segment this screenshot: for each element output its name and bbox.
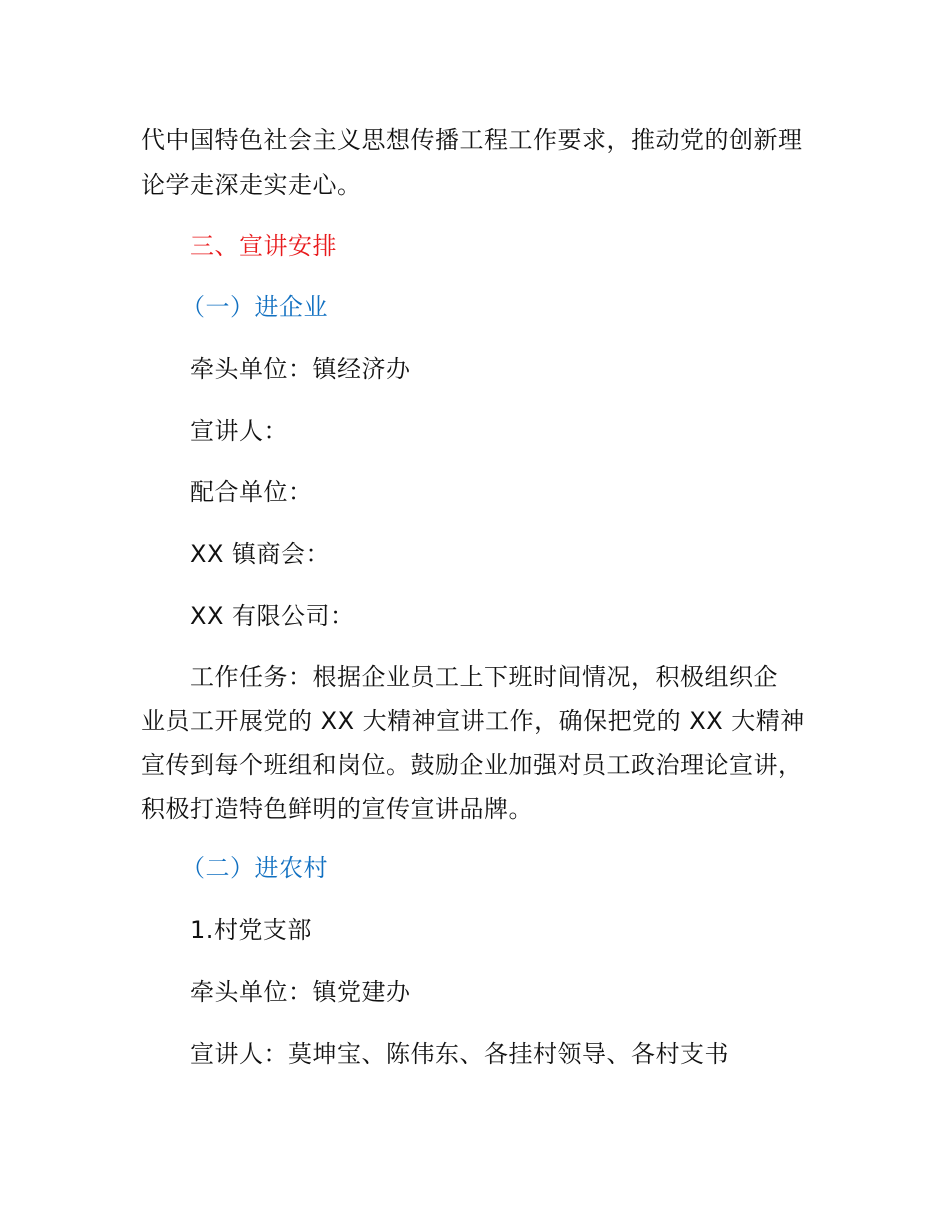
sub1-coop-unit: 配合单位：: [190, 478, 313, 506]
sub1-lead-unit: 牵头单位：镇经济办: [190, 355, 411, 383]
sub1-task-line-1: 工作任务：根据企业员工上下班时间情况，积极组织企: [190, 663, 778, 691]
section-3-heading: 三、宣讲安排: [190, 232, 337, 260]
intro-line-1: 代中国特色社会主义思想传播工程工作要求，推动党的创新理: [141, 126, 803, 154]
sub1-speaker: 宣讲人：: [190, 417, 288, 445]
subsection-1-heading: （一）进企业: [181, 293, 328, 321]
sub1-chamber-of-commerce: XX 镇商会：: [190, 540, 331, 568]
sub1-company: XX 有限公司：: [190, 602, 355, 630]
sub2-lead-unit: 牵头单位：镇党建办: [190, 978, 411, 1006]
sub1-task-line-4: 积极打造特色鲜明的宣传宣讲品牌。: [141, 795, 533, 823]
sub1-task-line-3: 宣传到每个班组和岗位。鼓励企业加强对员工政治理论宣讲，: [141, 751, 803, 779]
intro-line-2: 论学走深走实走心。: [141, 171, 362, 199]
sub2-speaker: 宣讲人：莫坤宝、陈伟东、各挂村领导、各村支书: [190, 1040, 729, 1068]
sub2-item-1: 1.村党支部: [190, 916, 312, 944]
subsection-2-heading: （二）进农村: [181, 854, 328, 882]
sub1-task-line-2: 业员工开展党的 XX 大精神宣讲工作，确保把党的 XX 大精神: [141, 707, 805, 735]
